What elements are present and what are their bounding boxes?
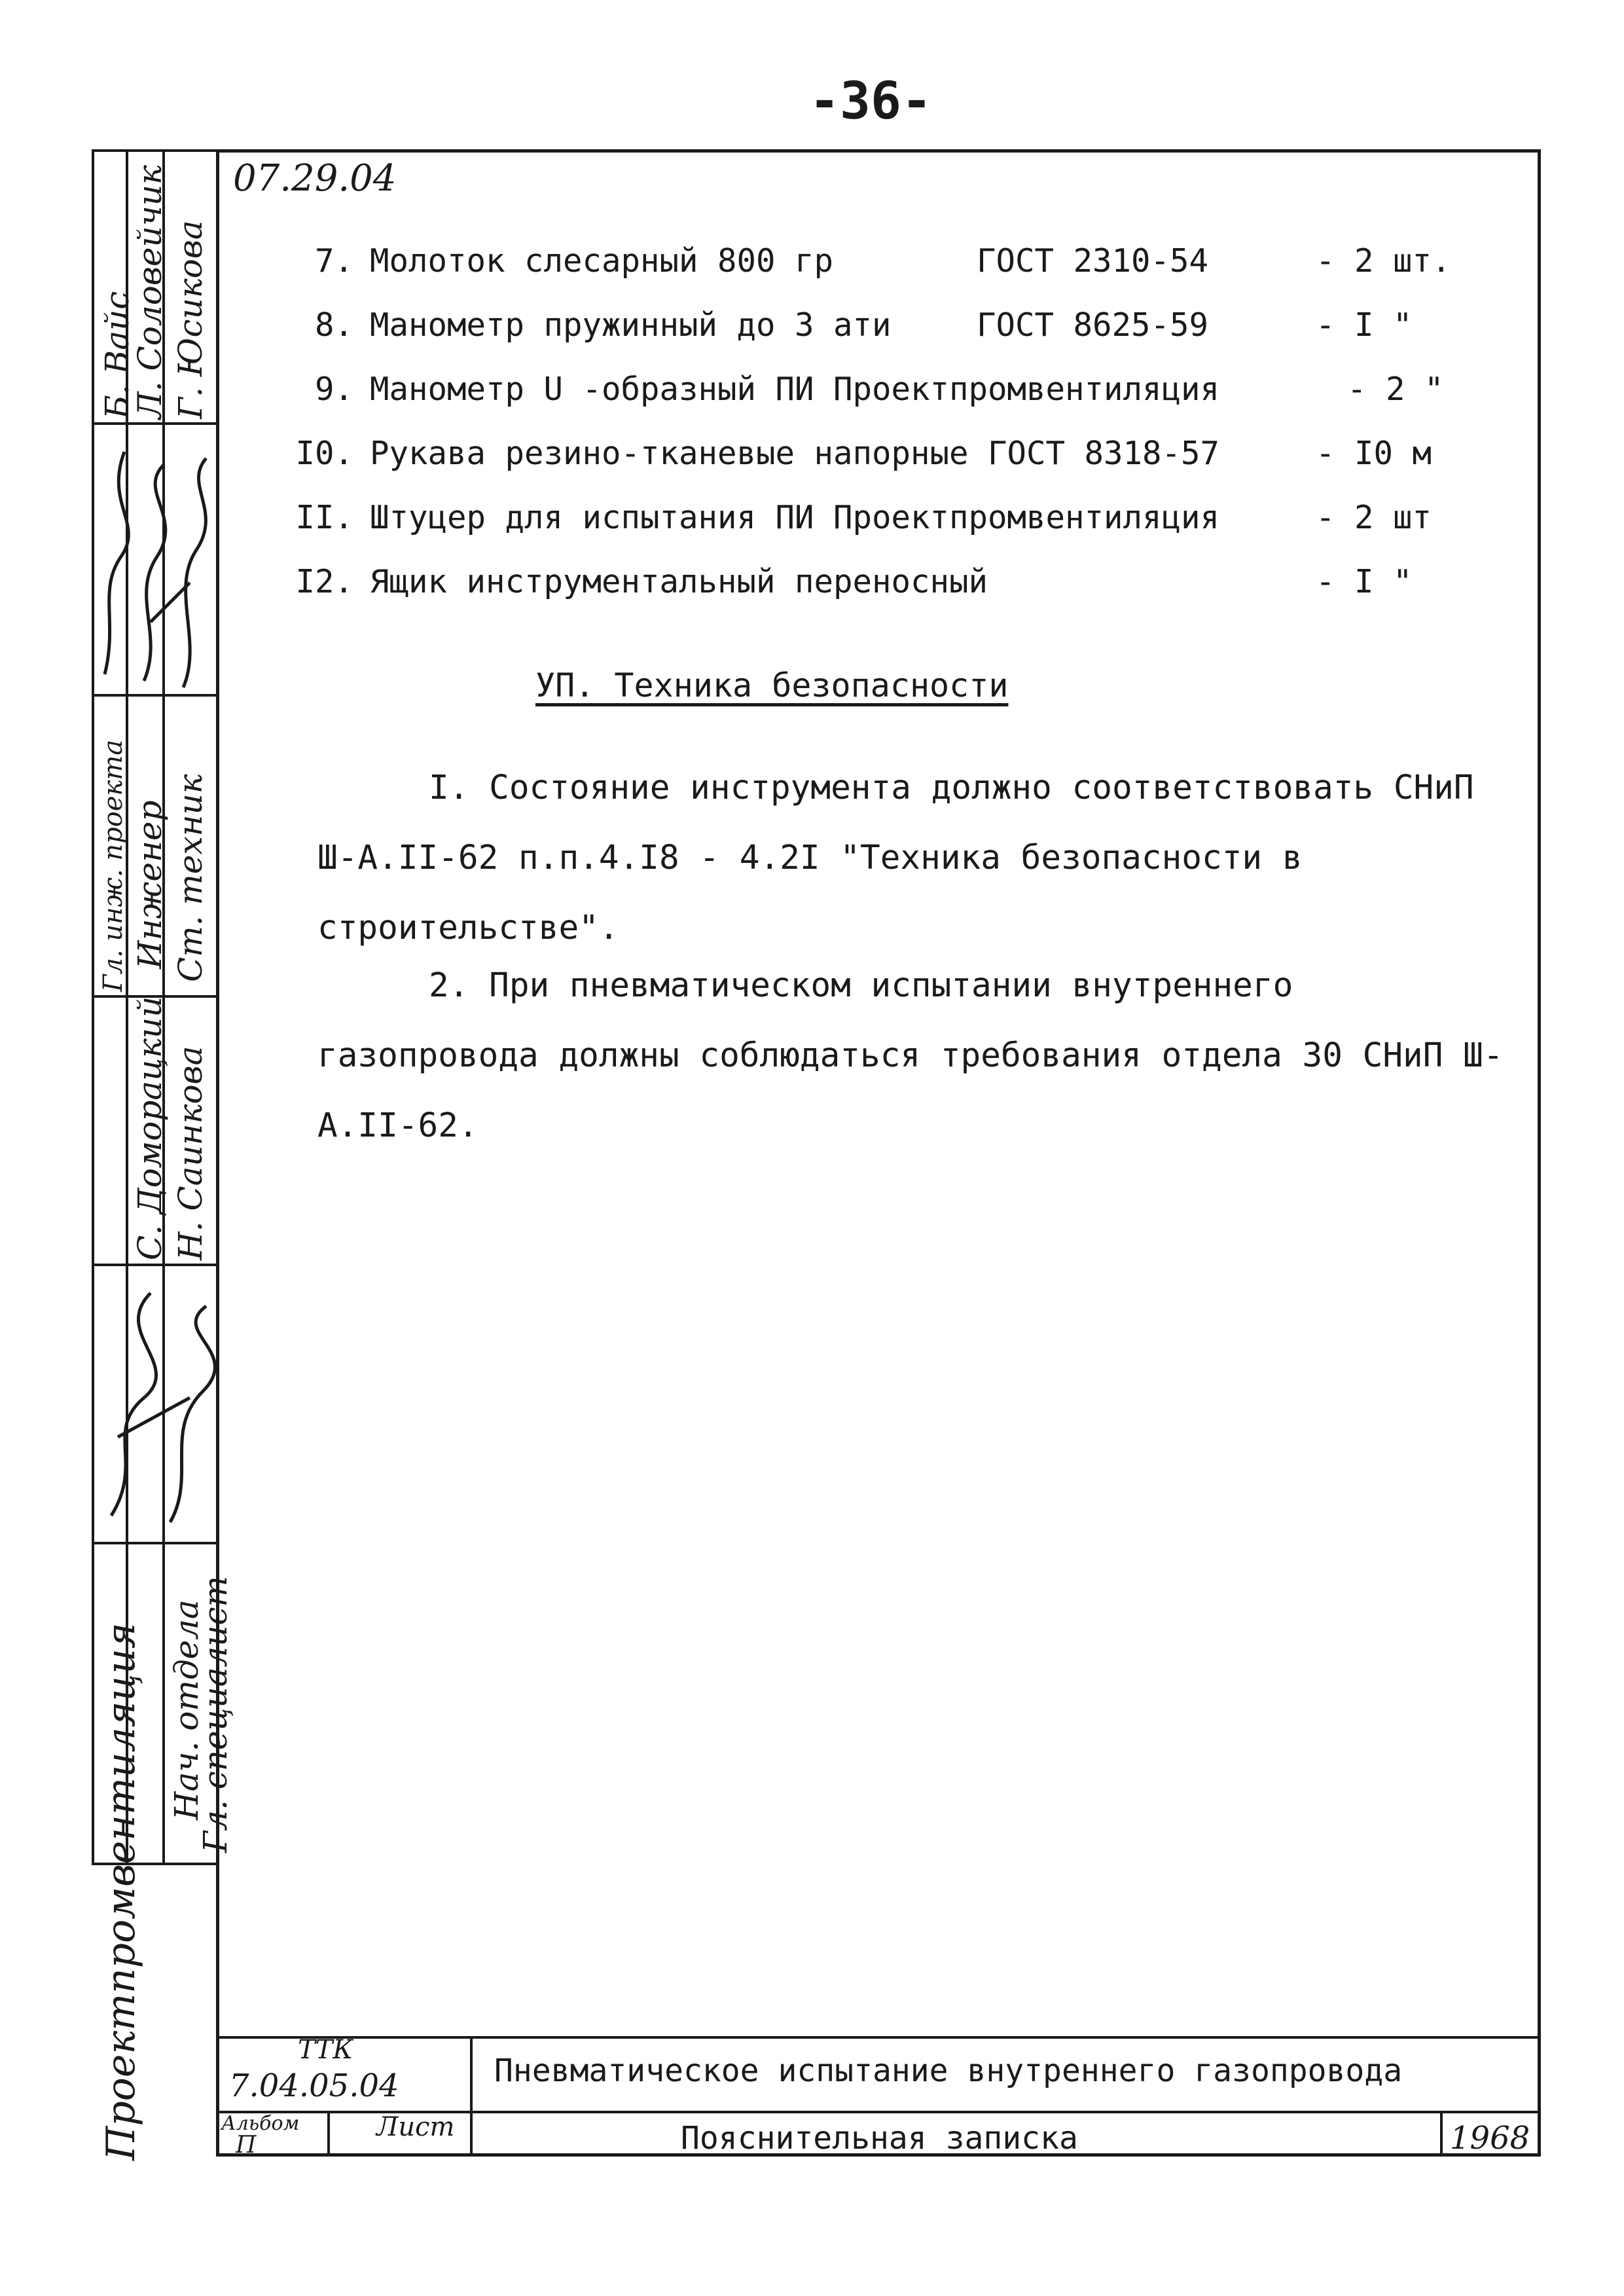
paragraph-2: 2. При пневматическом испытании внутреннего газопровода должны соблюдаться требования отдела 30 СНиП Ш-А.II-62. xyxy=(317,966,1504,1145)
name-domoratsky: С. Доморацкий xyxy=(131,996,169,1260)
ttk-label: ТТК xyxy=(298,2035,353,2065)
album-label: Альбом xyxy=(221,2112,300,2135)
album-value: П xyxy=(236,2132,257,2159)
item-number: I2. xyxy=(295,563,353,600)
signature-scribbles-lower xyxy=(92,1267,216,1539)
item-standard: ГОСТ 8625-59 xyxy=(977,306,1209,344)
position-chief-engineer: Гл. инж. проекта xyxy=(98,739,128,992)
position-senior-technician: Ст. техник xyxy=(171,774,209,982)
item-name: Манометр U -образный ПИ Проектпромвентиляция xyxy=(370,371,1220,408)
item-name: Рукава резино-тканевые напорные ГОСТ 8318-57 xyxy=(370,435,1220,472)
name-yusikova: Г. Юсикова xyxy=(171,220,209,419)
item-number: 7. xyxy=(314,242,353,280)
name-vays: Б. Вайс xyxy=(98,291,136,419)
sheet-label: Лист xyxy=(376,2112,455,2142)
document-title: Пневматическое испытание внутреннего газопровода xyxy=(494,2052,1403,2089)
position-head-of-department: Нач. отдела xyxy=(168,1599,206,1820)
paragraph-1: I. Состояние инструмента должно соответствовать СНиП Ш-А.II-62 п.п.4.I8 - 4.2I "Техника безопасности в строительстве". xyxy=(317,769,1474,947)
document-subtitle: Пояснительная записка xyxy=(681,2120,1078,2157)
item-name: Штуцер для испытания ПИ Проектпромвентиляция xyxy=(370,499,1220,536)
item-name: Ящик инструментальный переносный xyxy=(370,563,988,600)
item-quantity: - I0 м xyxy=(1316,435,1432,472)
document-code: 07.29.04 xyxy=(233,157,397,200)
item-quantity: - 2 шт xyxy=(1316,499,1432,536)
page-number: -36- xyxy=(809,72,932,131)
item-number: 9. xyxy=(314,371,353,408)
signature-scribbles-upper xyxy=(92,426,216,694)
name-sainkova: Н. Саинкова xyxy=(171,1046,209,1260)
item-quantity: - I " xyxy=(1316,563,1413,600)
item-quantity: - 2 шт. xyxy=(1316,242,1451,280)
item-number: I0. xyxy=(295,435,353,472)
year: 1968 xyxy=(1450,2120,1530,2157)
name-soloveychik: Л. Соловейчик xyxy=(131,165,169,419)
item-quantity: - I " xyxy=(1316,306,1413,344)
position-engineer: Инженер xyxy=(131,800,169,969)
item-number: II. xyxy=(295,499,353,536)
organization-name: Проектпромвентиляция xyxy=(98,1622,144,2160)
item-name: Молоток слесарный 800 гр xyxy=(370,242,834,280)
item-standard: ГОСТ 2310-54 xyxy=(977,242,1209,280)
position-chief-specialist: Гл. специалист xyxy=(196,1576,234,1853)
section-heading: УП. Техника безопасности xyxy=(535,666,1009,704)
item-name: Манометр пружинный до 3 ати xyxy=(370,306,892,344)
ttk-code: 7.04.05.04 xyxy=(229,2068,399,2104)
item-number: 8. xyxy=(314,306,353,344)
item-quantity: - 2 " xyxy=(1347,371,1444,408)
